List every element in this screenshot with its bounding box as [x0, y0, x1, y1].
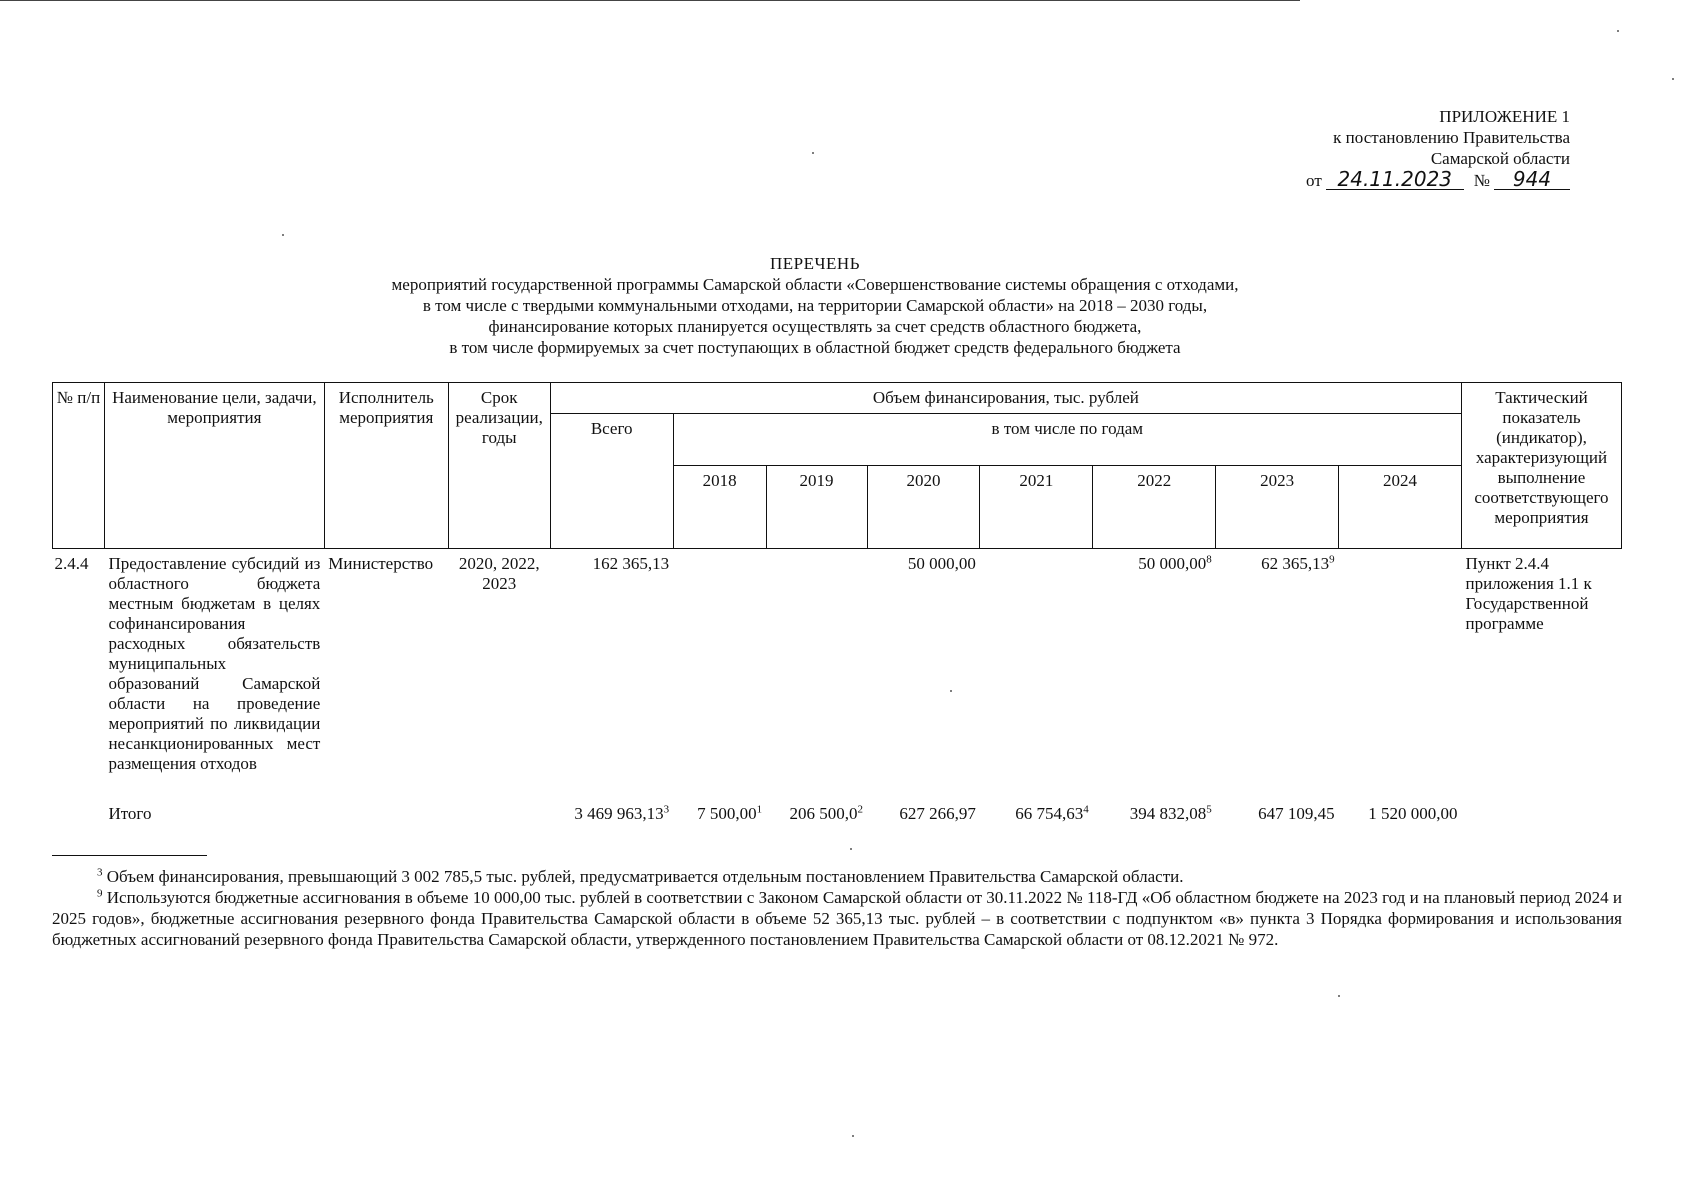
- handwritten-date: 24.11.2023: [1326, 169, 1464, 190]
- header-num: № п/п: [53, 383, 105, 549]
- header-indicator: Тактический показатель (индикатор), характеризующий выполнение соответствующего мероприятия: [1461, 383, 1621, 549]
- row-indicator: Пункт 2.4.4 приложения 1.1 к Государственной программе: [1465, 554, 1592, 633]
- header-year-2022: 2022: [1093, 466, 1216, 549]
- appendix-title: ПРИЛОЖЕНИЕ 1: [1439, 107, 1570, 126]
- scan-edge-line: [0, 0, 1300, 1]
- row-executor: Министерство: [328, 554, 434, 573]
- header-total: Всего: [550, 414, 673, 549]
- total-row: [53, 799, 1622, 829]
- footnotes: [52, 866, 1622, 950]
- row-2022: 50 000,00$^8$: [1138, 553, 1212, 573]
- header-year-2024: 2024: [1339, 466, 1462, 549]
- total-all: 3 469 963,13$^3$: [574, 803, 670, 823]
- total-2021: 66 754,63$^4$: [1015, 803, 1089, 823]
- scan-speck: [950, 690, 952, 692]
- measures-table: [52, 382, 1622, 829]
- scan-speck: [1338, 995, 1340, 997]
- scan-speck: [282, 234, 284, 236]
- row-period: 2020, 2022, 2023: [458, 554, 540, 593]
- total-2020: 627 266,97: [899, 804, 976, 823]
- footnote-ref: 5: [1206, 803, 1212, 816]
- total-2023: 647 109,45: [1258, 804, 1335, 823]
- row-2023: 62 365,13$^9$: [1261, 553, 1335, 573]
- row-num: 2.4.4: [54, 554, 89, 573]
- header-year-2023: 2023: [1216, 466, 1339, 549]
- scan-speck: [850, 848, 852, 850]
- title-line-3: финансирование которых планируется осуществлять за счет средств областного бюджета,: [488, 317, 1142, 336]
- row-2020: 50 000,00: [907, 554, 976, 573]
- header-executor: Исполнитель мероприятия: [324, 383, 448, 549]
- header-name: Наименование цели, задачи, мероприятия: [104, 383, 324, 549]
- appendix-header: [1306, 106, 1570, 191]
- header-year-2018: 2018: [673, 466, 766, 549]
- footnote-ref: 8: [1206, 553, 1212, 566]
- footnote-9: [52, 887, 1622, 950]
- footnote-separator: [52, 855, 207, 856]
- scan-speck: [852, 1135, 854, 1137]
- row-name: Предоставление субсидий из областного бюджета местным бюджетам в целях софинансирования расходных обязательств муниципальных образований Самарской области на проведение мероприятий по ликвидации несанкционированных мест размещения отходов: [108, 554, 321, 773]
- document-title-block: [140, 253, 1490, 358]
- document-heading: ПЕРЕЧЕНЬ: [770, 254, 860, 273]
- total-2024: 1 520 000,00: [1368, 804, 1458, 823]
- row-2024: [1339, 549, 1462, 800]
- appendix-line-3: Самарской области: [1430, 149, 1570, 168]
- header-funding: Объем финансирования, тыс. рублей: [550, 383, 1461, 414]
- header-period: Срок реализации, годы: [448, 383, 550, 549]
- scan-speck: [812, 152, 814, 154]
- appendix-line-2: к постановлению Правительства: [1333, 128, 1570, 147]
- footnote-mark: 3: [97, 866, 103, 879]
- decree-date-number-line: [1306, 169, 1570, 191]
- scan-speck: [1617, 30, 1619, 32]
- footnote-text: Используются бюджетные ассигнования в объеме 10 000,00 тыс. рублей в соответствии с Законом Самарской области от 30.11.2022 № 118-ГД «Об областном бюджете на 2023 год и на плановый период 2024 и 2025 годов», бюджетные ассигнования резервного фонда Правительства Самарской области в объеме 52 365,13 тыс. рублей – в соответствии с подпунктом «в» пункта 3 Порядка формирования и использования бюджетных ассигнований резервного фонда Правительства Самарской области, утвержденного постановлением Правительства Самарской области от 08.12.2021 № 972.: [52, 888, 1622, 949]
- title-line-4: в том числе формируемых за счет поступающих в областной бюджет средств федерального бюджета: [449, 338, 1181, 357]
- title-line-2: в том числе с твердыми коммунальными отходами, на территории Самарской области» на 2018 – 2030 годы,: [422, 296, 1208, 315]
- header-year-2020: 2020: [867, 466, 980, 549]
- number-prefix: №: [1473, 171, 1490, 190]
- handwritten-number: 944: [1494, 169, 1570, 190]
- scan-speck: [1672, 78, 1674, 80]
- header-by-years: в том числе по годам: [673, 414, 1461, 466]
- row-2018: [673, 549, 766, 800]
- title-line-1: мероприятий государственной программы Самарской области «Совершенствование системы обращения с отходами,: [391, 275, 1239, 294]
- total-2018: 7 500,00$^1$: [697, 803, 763, 823]
- total-2019: 206 500,0$^2$: [789, 803, 863, 823]
- header-year-2021: 2021: [980, 466, 1093, 549]
- footnote-ref: 2: [857, 803, 863, 816]
- date-prefix: от: [1306, 171, 1322, 190]
- total-label: Итого: [108, 804, 152, 823]
- header-year-2019: 2019: [766, 466, 867, 549]
- row-2021: [980, 549, 1093, 800]
- footnote-ref: 3: [663, 803, 670, 816]
- row-2019: [766, 549, 867, 800]
- footnote-text: Объем финансирования, превышающий 3 002 785,5 тыс. рублей, предусматривается отдельным постановлением Правительства Самарской области.: [106, 867, 1184, 886]
- footnote-ref: 1: [756, 803, 763, 816]
- footnote-ref: 9: [1329, 553, 1335, 566]
- footnote-mark: 9: [97, 887, 103, 900]
- footnote-3: [52, 866, 1622, 887]
- row-total: 162 365,13: [592, 554, 670, 573]
- footnote-ref: 4: [1083, 803, 1089, 816]
- total-2022: 394 832,08$^5$: [1129, 803, 1212, 823]
- table-row: [53, 549, 1622, 800]
